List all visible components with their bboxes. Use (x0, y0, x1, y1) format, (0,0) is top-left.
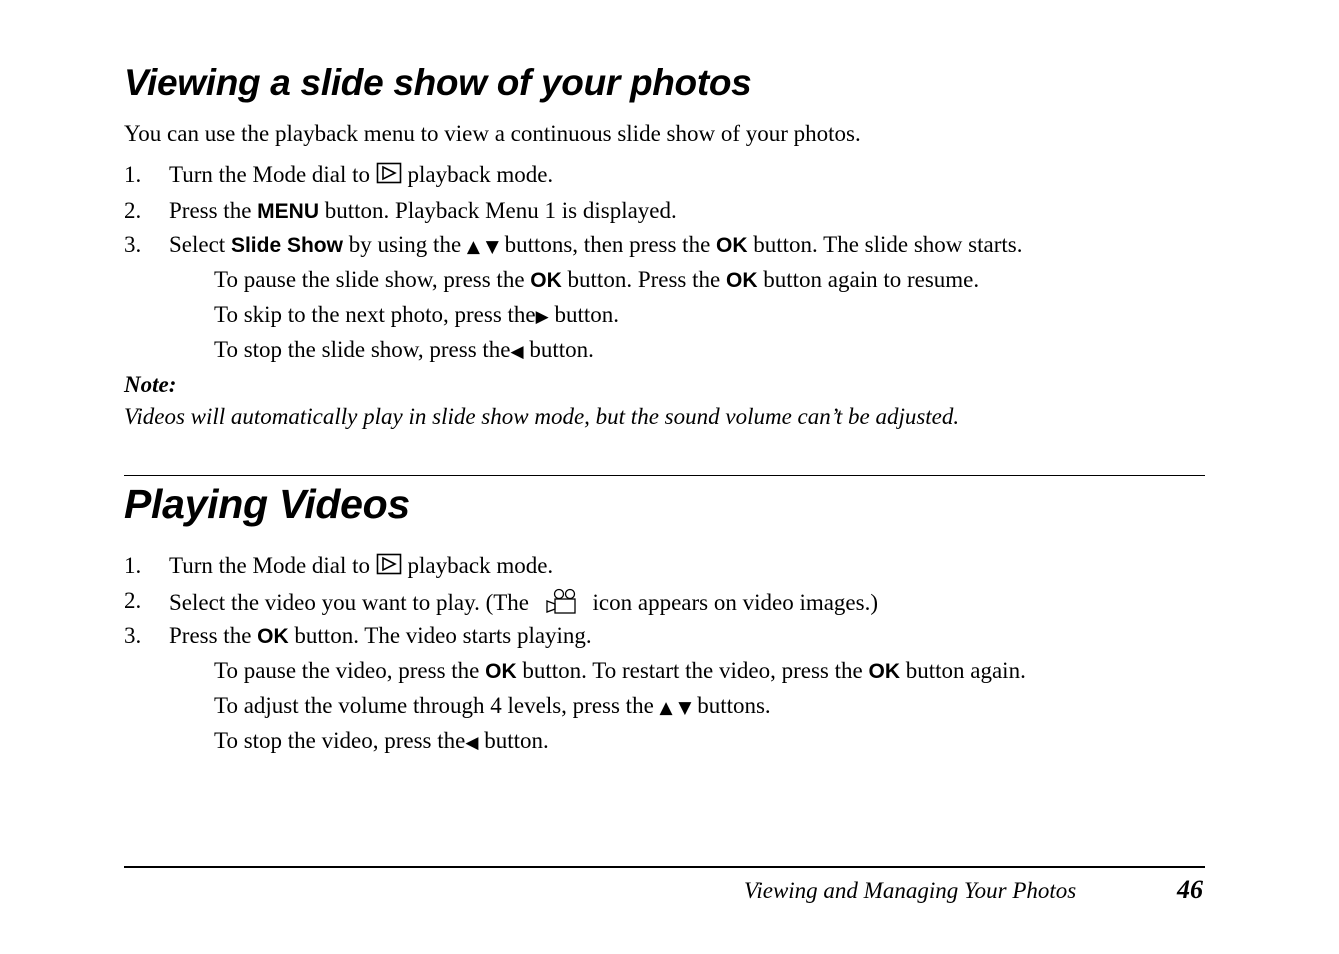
step-text: Turn the Mode dial to (169, 553, 371, 578)
up-arrow-icon: ▲ (466, 237, 480, 257)
substep-text: button. Press the (567, 267, 721, 292)
substep-stop (214, 336, 594, 366)
up-arrow-icon: ▲ (659, 698, 673, 718)
step-text: Press the (169, 623, 252, 648)
ok-button-label: OK (726, 269, 758, 292)
note-label: Note: (124, 372, 177, 397)
ok-button-label: OK (716, 234, 748, 257)
step-text: playback mode. (407, 162, 554, 187)
menu-button-label: MENU (257, 200, 320, 223)
left-arrow-icon: ◀ (510, 342, 524, 362)
step-3-text (169, 231, 1022, 261)
step-text: Press the (169, 198, 252, 223)
video-step-1-text (169, 552, 553, 582)
right-arrow-icon: ▶ (535, 307, 549, 327)
video-step-3-text (169, 622, 592, 651)
left-arrow-icon: ◀ (465, 733, 479, 753)
step-text: by using the (348, 232, 462, 257)
section-title-playing-videos: Playing Videos (124, 481, 410, 527)
video-substep-pause (214, 657, 1026, 686)
step-text: button. The video starts playing. (294, 623, 592, 648)
substep-text: To pause the video, press the (214, 658, 480, 683)
substep-text: button. (529, 337, 594, 362)
note-text: Videos will automatically play in slide show mode, but the sound volume can’t be adjusted. (124, 404, 960, 429)
ok-button-label: OK (485, 660, 517, 683)
step-text: Turn the Mode dial to (169, 162, 371, 187)
ok-button-label: OK (868, 660, 900, 683)
intro-paragraph: You can use the playback menu to view a continuous slide show of your photos. (124, 121, 861, 146)
step-number: 1. (124, 553, 142, 578)
section-title-slide-show: Viewing a slide show of your photos (124, 62, 752, 103)
footer-chapter-title: Viewing and Managing Your Photos (744, 878, 1077, 903)
step-text: button. Playback Menu 1 is displayed. (324, 198, 677, 223)
playback-mode-icon (376, 553, 402, 582)
step-number: 3. (124, 232, 142, 257)
video-substep-volume (214, 692, 771, 722)
substep-text: button. (554, 302, 619, 327)
step-number: 3. (124, 623, 142, 648)
step-text: playback mode. (407, 553, 554, 578)
video-substep-stop (214, 727, 549, 757)
substep-text: To pause the slide show, press the (214, 267, 525, 292)
step-number: 1. (124, 162, 142, 187)
step-number: 2. (124, 198, 142, 223)
substep-skip (214, 301, 619, 331)
video-camera-icon (543, 587, 579, 622)
substep-pause (214, 266, 979, 295)
substep-text: button. (484, 728, 549, 753)
footer-rule (124, 866, 1205, 868)
substep-text: To adjust the volume through 4 levels, press the (214, 693, 654, 718)
step-1-text (169, 161, 553, 191)
step-2-text (169, 197, 677, 226)
playback-mode-icon (376, 162, 402, 191)
ok-button-label: OK (530, 269, 562, 292)
section-divider (124, 475, 1205, 476)
step-text: Select (169, 232, 226, 257)
substep-text: button again. (905, 658, 1026, 683)
step-text: icon appears on video images.) (592, 589, 879, 615)
step-number: 2. (124, 588, 142, 613)
substep-text: To stop the video, press the (214, 728, 466, 753)
step-text: buttons, then press the (504, 232, 711, 257)
video-step-2-text (169, 587, 878, 622)
step-text: Select the video you want to play. (The (169, 589, 530, 615)
page-number: 46 (1177, 875, 1203, 904)
substep-text: To skip to the next photo, press the (214, 302, 536, 327)
down-arrow-icon: ▼ (678, 698, 692, 718)
substep-text: To stop the slide show, press the (214, 337, 511, 362)
step-text: button. The slide show starts. (753, 232, 1023, 257)
substep-text: buttons. (697, 693, 771, 718)
down-arrow-icon: ▼ (485, 237, 499, 257)
ok-button-label: OK (257, 625, 289, 648)
substep-text: button. To restart the video, press the (522, 658, 863, 683)
slide-show-label: Slide Show (230, 234, 343, 257)
substep-text: button again to resume. (763, 267, 980, 292)
